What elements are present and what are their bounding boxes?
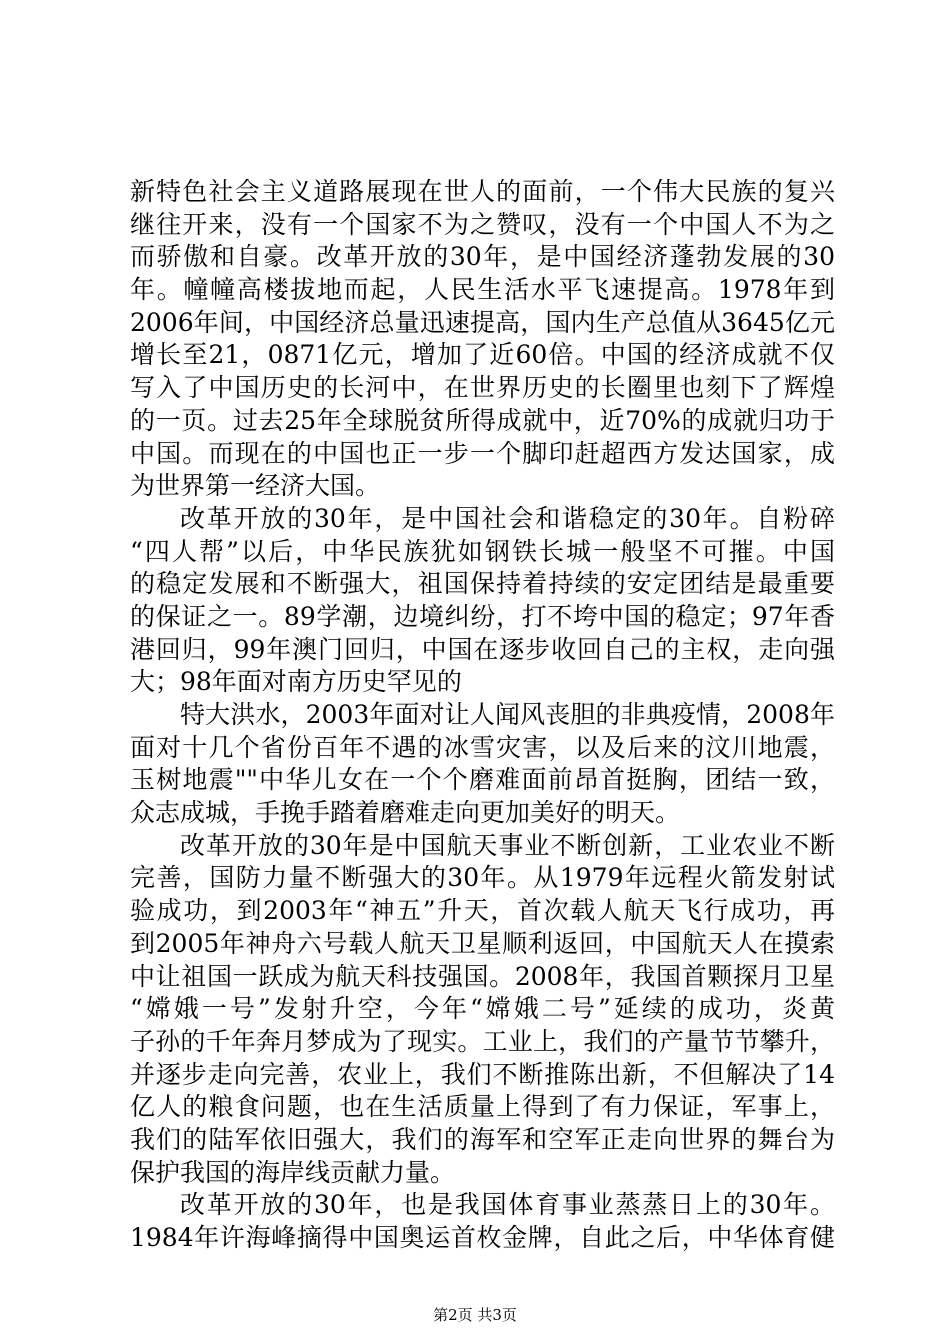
- body-text: [130, 176, 835, 1255]
- paragraph: [130, 1189, 835, 1254]
- text-line: 港回归，99年澳门回归，中国在逐步收回自己的主权，走向强: [130, 634, 835, 664]
- text-line: 2006年间，中国经济总量迅速提高，国内生产总值从3645亿元: [130, 307, 835, 337]
- text-line: 的稳定发展和不断强大，祖国保持着持续的安定团结是最重要: [130, 569, 835, 599]
- text-line: 保护我国的海岸线贡献力量。: [130, 1157, 456, 1187]
- text-line: 继往开来，没有一个国家不为之赞叹，没有一个中国人不为之: [130, 209, 835, 239]
- text-line: 面对十几个省份百年不遇的冰雪灾害，以及后来的汶川地震，: [130, 732, 835, 762]
- page-footer: 第2页 共3页: [433, 1306, 517, 1324]
- text-line: 而骄傲和自豪。改革开放的30年，是中国经济蓬勃发展的30: [130, 242, 835, 272]
- text-line: 1984年许海峰摘得中国奥运首枚金牌，自此之后，中华体育健: [130, 1223, 835, 1252]
- paragraph: [130, 176, 835, 503]
- paragraph: [130, 699, 835, 830]
- text-line: 完善，国防力量不断强大的30年。从1979年远程火箭发射试: [130, 863, 835, 893]
- text-line: 年。幢幢高楼拔地而起，人民生活水平飞速提高。1978年到: [130, 275, 835, 305]
- text-line: 为世界第一经济大国。: [130, 471, 381, 501]
- text-line: 验成功，到2003年“神五”升天，首次载人航天飞行成功，再: [130, 896, 835, 926]
- paragraph: [130, 830, 835, 1190]
- text-line: 新特色社会主义道路展现在世人的面前，一个伟大民族的复兴: [130, 177, 835, 206]
- text-line: 特大洪水，2003年面对让人闻风丧胆的非典疫情，2008年: [180, 700, 835, 729]
- text-line: 亿人的粮食问题，也在生活质量上得到了有力保证，军事上，: [130, 1092, 835, 1122]
- text-line: 的一页。过去25年全球脱贫所得成就中，近70%的成就归功于: [130, 405, 835, 435]
- text-line: 我们的陆军依旧强大，我们的海军和空军正走向世界的舞台为: [130, 1124, 835, 1154]
- text-line: “嫦娥一号”发射升空，今年“嫦娥二号”延续的成功，炎黄: [130, 994, 835, 1024]
- text-line: 到2005年神舟六号载人航天卫星顺利返回，中国航天人在摸索: [130, 928, 835, 958]
- text-line: 玉树地震""中华儿女在一个个磨难面前昂首挺胸，团结一致，: [130, 765, 835, 795]
- text-line: 改革开放的30年，是中国社会和谐稳定的30年。自粉碎: [180, 503, 835, 533]
- text-line: 写入了中国历史的长河中，在世界历史的长圈里也刻下了辉煌: [130, 373, 835, 403]
- text-line: 众志成城，手挽手踏着磨难走向更加美好的明天。: [130, 798, 681, 828]
- text-line: 中国。而现在的中国也正一步一个脚印赶超西方发达国家，成: [130, 438, 835, 468]
- text-line: “四人帮”以后，中华民族犹如钢铁长城一般坚不可摧。中国: [130, 536, 835, 566]
- text-line: 中让祖国一跃成为航天科技强国。2008年，我国首颗探月卫星: [130, 961, 835, 991]
- text-line: 改革开放的30年是中国航天事业不断创新，工业农业不断: [180, 830, 835, 860]
- text-line: 大；98年面对南方历史罕见的: [130, 667, 462, 697]
- text-line: 子孙的千年奔月梦成为了现实。工业上，我们的产量节节攀升，: [130, 1026, 835, 1056]
- text-line: 的保证之一。89学潮，边境纠纷，打不垮中国的稳定；97年香: [130, 601, 835, 631]
- paragraph: [130, 503, 835, 699]
- text-line: 增长至21，0871亿元，增加了近60倍。中国的经济成就不仅: [130, 340, 835, 370]
- text-line: 改革开放的30年，也是我国体育事业蒸蒸日上的30年。: [180, 1190, 835, 1220]
- text-line: 并逐步走向完善，农业上，我们不断推陈出新，不但解决了14: [130, 1059, 835, 1089]
